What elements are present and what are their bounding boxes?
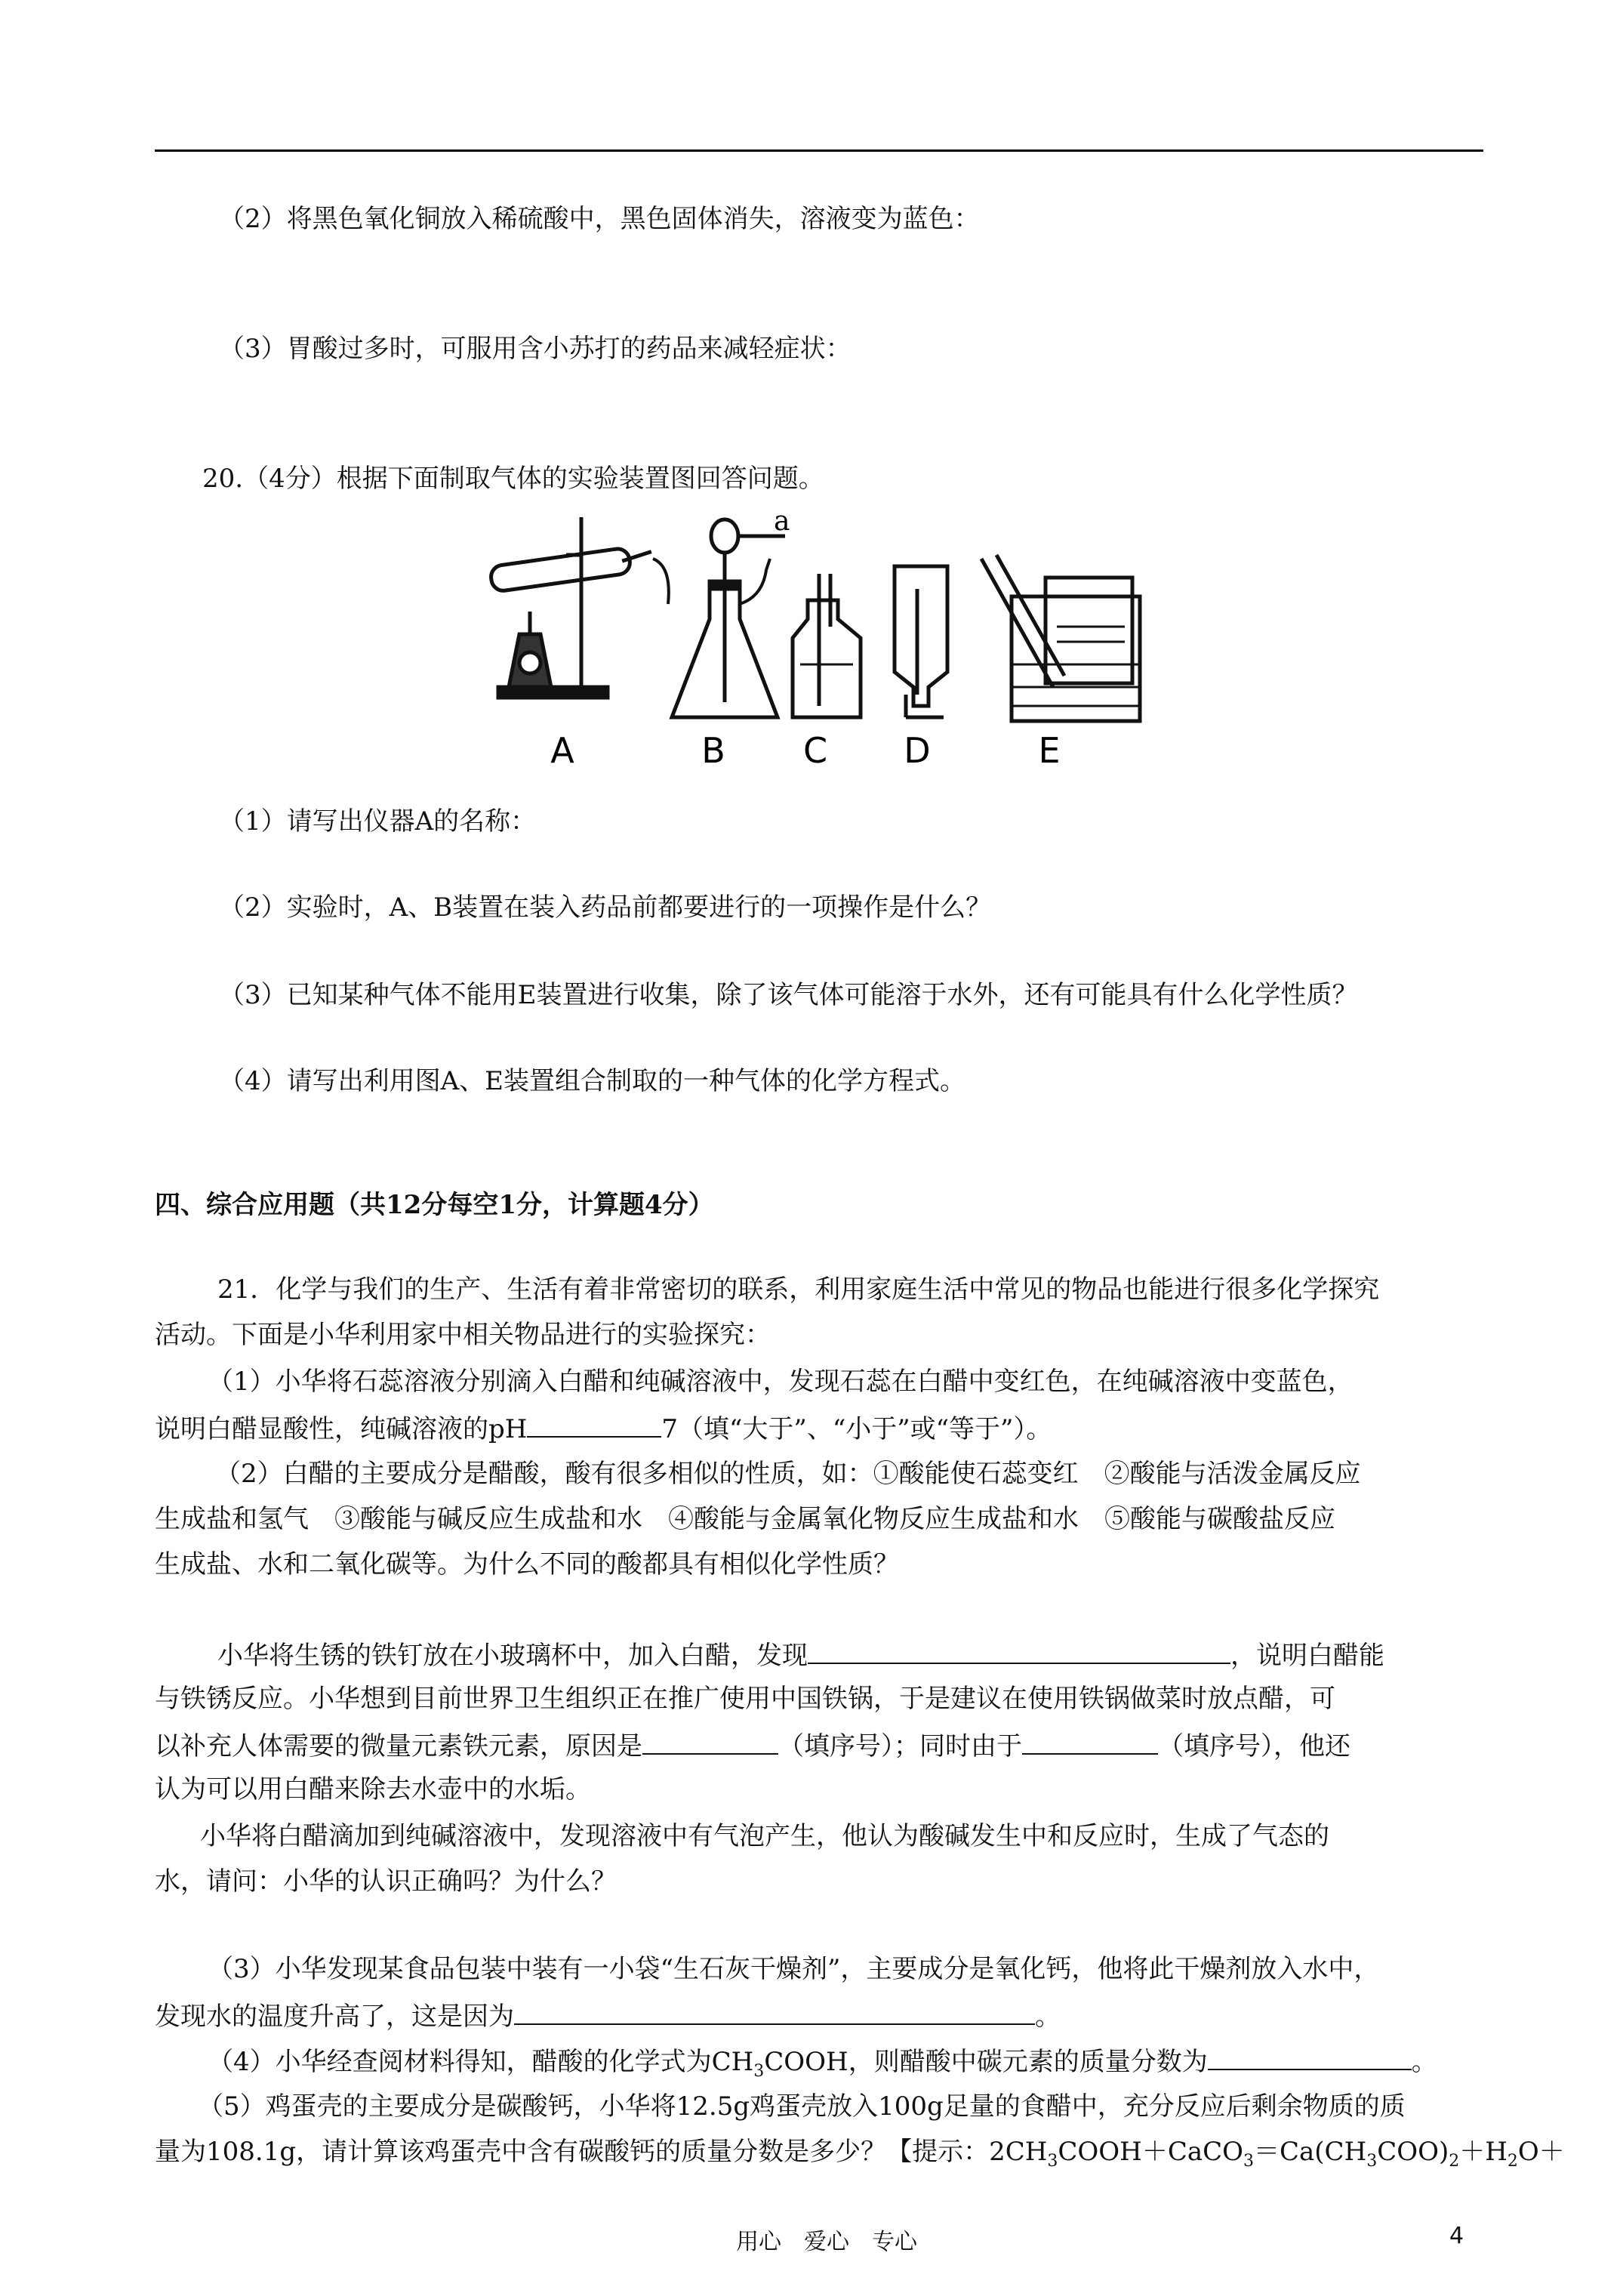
q21-part5-line2 [155, 2135, 1565, 2178]
q21-part2-line4 [217, 1637, 1384, 1672]
eq-part-2: ＝Ca(CH [1254, 2137, 1367, 2167]
eq-sub-1: 3 [1047, 2151, 1058, 2171]
q21-part3-line1: （3）小华发现某食品包装中装有一小袋“生石灰干燥剂”，主要成分是氧化钙，他将此干燥剂放入水中， [208, 1954, 1380, 1984]
section4-heading: 四、综合应用题（共12分每空1分，计算题4分） [155, 1190, 714, 1220]
apparatus-figure [483, 513, 1163, 770]
q21-part2-line1: （2）白醋的主要成分是醋酸，酸有很多相似的性质，如：①酸能使石蕊变红 ②酸能与活泼金属反应 [215, 1459, 1361, 1489]
q21-rust-text: 小华将生锈的铁钉放在小玻璃杯中，加入白醋，发现 [217, 1641, 808, 1671]
label-D: D [904, 730, 931, 770]
q21-part2-line5: 与铁锈反应。小华想到目前世界卫生组织正在推广使用中国铁锅，于是建议在使用铁锅做菜时放点醋，可 [155, 1684, 1335, 1714]
q21-part1-line1: （1）小华将石蕊溶液分别滴入白醋和纯碱溶液中，发现石蕊在白醋中变红色，在纯碱溶液中变蓝色， [208, 1367, 1354, 1397]
scale-reason-blank[interactable] [1022, 1727, 1158, 1755]
eq-part-4: ＋H [1459, 2137, 1508, 2167]
q21-part3-tail: 。 [1035, 2002, 1061, 2032]
iron-reason-blank[interactable] [642, 1727, 778, 1755]
q20-part1: （1）请写出仪器A的名称： [219, 806, 537, 837]
gas-bottle [793, 574, 861, 717]
q21-part2-line7: 认为可以用白醋来除去水壶中的水垢。 [155, 1774, 591, 1804]
inverted-bottle [895, 566, 947, 717]
label-E: E [1038, 730, 1061, 770]
ph-blank[interactable] [527, 1410, 661, 1438]
q21-iron-text: 以补充人体需要的微量元素铁元素，原因是 [155, 1731, 642, 1761]
q21-part1-hint: 7（填“大于”、“小于”或“等于”）。 [661, 1414, 1052, 1444]
label-B: B [701, 730, 725, 770]
q19-part3: （3）胃酸过多时，可服用含小苏打的药品来减轻症状： [219, 334, 852, 364]
water-trough [981, 555, 1140, 721]
q21-part1-text: 说明白醋显酸性，纯碱溶液的pH [155, 1414, 528, 1444]
q21-rust-tail: ，说明白醋能 [1230, 1641, 1384, 1671]
q21-part5-text: 量为108.1g，请计算该鸡蛋壳中含有碳酸钙的质量分数是多少？【提示：2CH [155, 2137, 1048, 2167]
alcohol-lamp [509, 612, 551, 687]
pointer-a-label: a [774, 513, 790, 537]
eq-part-3: COO) [1377, 2137, 1449, 2167]
header-rule [155, 149, 1483, 152]
q20-part3: （3）已知某种气体不能用E装置进行收集，除了该气体可能溶于水外，还有可能具有什么化学性质？ [219, 980, 1358, 1010]
q21-part5-line1: （5）鸡蛋壳的主要成分是碳酸钙，小华将12.5g鸡蛋壳放入100g足量的食醋中，充分反应后剩余物质的质 [198, 2091, 1406, 2122]
eq-sub-4: 2 [1449, 2151, 1460, 2171]
q21-part2-line3: 生成盐、水和二氧化碳等。为什么不同的酸都具有相似化学性质？ [155, 1549, 899, 1579]
eq-sub-2: 3 [1243, 2151, 1254, 2171]
eq-sub-3: 3 [1366, 2151, 1378, 2171]
q21-iron-tail: （填序号），他还 [1158, 1731, 1350, 1761]
temperature-reason-blank[interactable] [514, 1998, 1035, 2025]
page-number: 4 [1449, 2223, 1464, 2249]
q21-intro-line2: 活动。下面是小华利用家中相关物品进行的实验探究： [155, 1320, 771, 1350]
rust-observation-blank[interactable] [808, 1637, 1230, 1664]
q20-part2: （2）实验时，A、B装置在装入药品前都要进行的一项操作是什么？ [219, 892, 992, 923]
label-A: A [550, 730, 574, 770]
q21-part2-line2: 生成盐和氢气 ③酸能与碱反应生成盐和水 ④酸能与金属氧化物反应生成盐和水 ⑤酸能与碳酸盐反应 [155, 1504, 1335, 1534]
formula-subscript: 3 [753, 2061, 765, 2081]
q21-part3-text: 发现水的温度升高了，这是因为 [155, 2002, 514, 2032]
q21-part4-tail: 。 [1411, 2047, 1437, 2077]
eq-part-5: O＋ [1517, 2137, 1565, 2167]
conical-flask [672, 519, 785, 717]
q20-title: 20.（4分）根据下面制取气体的实验装置图回答问题。 [202, 464, 824, 494]
q19-part2: （2）将黑色氧化铜放入稀硫酸中，黑色固体消失，溶液变为蓝色： [219, 204, 980, 234]
eq-sub-5: 2 [1507, 2151, 1518, 2171]
carbon-fraction-blank[interactable] [1208, 2043, 1412, 2070]
q21-part2-line6 [155, 1727, 1350, 1763]
test-tube [490, 544, 654, 593]
q20-part4: （4）请写出利用图A、E装置组合制取的一种气体的化学方程式。 [219, 1066, 966, 1096]
q21-part1-line2 [155, 1410, 1052, 1446]
label-C: C [802, 730, 828, 770]
q21-iron-mid: （填序号）；同时由于 [778, 1731, 1022, 1761]
q21-part4-mid: COOH，则醋酸中碳元素的质量分数为 [764, 2047, 1208, 2077]
q21-part4 [208, 2043, 1437, 2088]
q21-part3-line2 [155, 1998, 1061, 2033]
q21-part2-line9: 水，请问：小华的认识正确吗？为什么？ [155, 1866, 617, 1897]
footer-text: 用心 爱心 专心 [736, 2229, 917, 2255]
q21-intro-line1: 21．化学与我们的生产、生活有着非常密切的联系，利用家庭生活中常见的物品也能进行很多化学探究 [217, 1274, 1380, 1305]
q21-part2-line8: 小华将白醋滴加到纯碱溶液中，发现溶液中有气泡产生，他认为酸碱发生中和反应时，生成了气态的 [200, 1821, 1329, 1851]
eq-part-1: COOH＋CaCO [1058, 2137, 1243, 2167]
q21-part4-text: （4）小华经查阅材料得知，醋酸的化学式为CH [208, 2047, 754, 2077]
